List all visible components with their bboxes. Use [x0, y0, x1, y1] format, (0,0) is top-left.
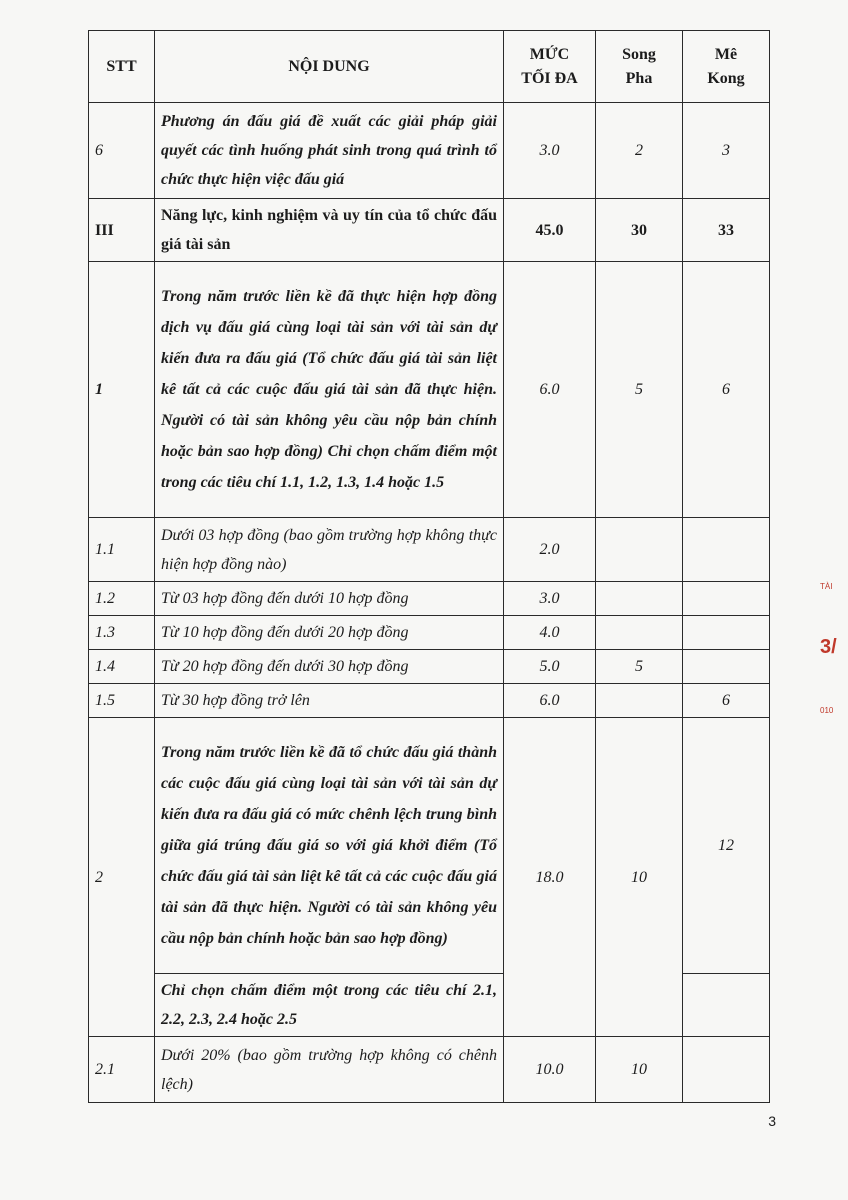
- row-max: 4.0: [504, 616, 596, 650]
- table-row: [89, 262, 770, 518]
- row-me-kong: 3: [683, 103, 770, 199]
- row-max: 10.0: [504, 1037, 596, 1103]
- stamp-text-bottom: 010: [820, 706, 834, 715]
- row-stt: 1: [89, 262, 155, 518]
- row-content: Dưới 20% (bao gồm trường hợp không có chênh lệch): [155, 1037, 504, 1103]
- row-stt: III: [89, 199, 155, 262]
- row-max: 3.0: [504, 103, 596, 199]
- row-song-pha: 10: [596, 718, 683, 1037]
- header-content: NỘI DUNG: [155, 31, 504, 103]
- page-number: 3: [768, 1113, 776, 1129]
- row-stt: 2.1: [89, 1037, 155, 1103]
- row-song-pha: [596, 616, 683, 650]
- table-row: [89, 199, 770, 262]
- row-song-pha: [596, 518, 683, 582]
- table-row: [89, 684, 770, 718]
- row-content: Trong năm trước liền kề đã tổ chức đấu giá thành các cuộc đấu giá cùng loại tài sản với tài sản dự kiến đưa ra đấu giá có mức chênh lệch trung bình giữa giá trúng đấu giá so với giá khởi điểm (Tổ chức đấu giá tài sản liệt kê tất cả các cuộc đấu giá tài sản đã thực hiện. Người có tài sản không yêu cầu nộp bản chính hoặc bản sao hợp đồng): [155, 718, 504, 974]
- row-max: 5.0: [504, 650, 596, 684]
- header-song-pha: Song Pha: [596, 31, 683, 103]
- row-me-kong: 6: [683, 684, 770, 718]
- row-me-kong: [683, 616, 770, 650]
- row-song-pha: [596, 684, 683, 718]
- row-me-kong: [683, 650, 770, 684]
- row-me-kong: [683, 582, 770, 616]
- row-content: Từ 20 hợp đồng đến dưới 30 hợp đồng: [155, 650, 504, 684]
- row-song-pha: 2: [596, 103, 683, 199]
- row-me-kong: 6: [683, 262, 770, 518]
- row-max: 3.0: [504, 582, 596, 616]
- table-row: [89, 616, 770, 650]
- row-stt: 1.4: [89, 650, 155, 684]
- row-me-kong: 33: [683, 199, 770, 262]
- row-song-pha: 30: [596, 199, 683, 262]
- row-max: 6.0: [504, 262, 596, 518]
- row-content: Từ 03 hợp đồng đến dưới 10 hợp đồng: [155, 582, 504, 616]
- stamp-text-mid: 3/: [820, 636, 837, 658]
- row-content: Trong năm trước liền kề đã thực hiện hợp đồng dịch vụ đấu giá cùng loại tài sản với tài sản dự kiến đưa ra đấu giá (Tổ chức đấu giá tài sản liệt kê tất cả các cuộc đấu giá tài sản đã thực hiện. Người có tài sản không yêu cầu nộp bản chính hoặc bản sao hợp đồng) Chỉ chọn chấm điểm một trong các tiêu chí 1.1, 1.2, 1.3, 1.4 hoặc 1.5: [155, 262, 504, 518]
- row-stt: 1.1: [89, 518, 155, 582]
- stamp-text-top: TÀI: [820, 582, 833, 591]
- row-stt: 6: [89, 103, 155, 199]
- scoring-table: [88, 30, 770, 1103]
- header-max: MỨC TỐI ĐA: [504, 31, 596, 103]
- row-content: Từ 10 hợp đồng đến dưới 20 hợp đồng: [155, 616, 504, 650]
- row-stt: 2: [89, 718, 155, 1037]
- row-stt: 1.3: [89, 616, 155, 650]
- row-me-kong: [683, 518, 770, 582]
- row-me-kong: [683, 1037, 770, 1103]
- row-me-kong-sub: [683, 974, 770, 1037]
- row-max: 2.0: [504, 518, 596, 582]
- row-content: Năng lực, kinh nghiệm và uy tín của tổ chức đấu giá tài sản: [155, 199, 504, 262]
- row-stt: 1.5: [89, 684, 155, 718]
- header-stt: STT: [89, 31, 155, 103]
- row-content: Từ 30 hợp đồng trở lên: [155, 684, 504, 718]
- row-song-pha: [596, 582, 683, 616]
- table-row: [89, 1037, 770, 1103]
- table-row: [89, 718, 770, 974]
- table-row: [89, 103, 770, 199]
- header-row: [89, 31, 770, 103]
- header-me-kong: Mê Kong: [683, 31, 770, 103]
- table-row: [89, 582, 770, 616]
- row-content: Dưới 03 hợp đồng (bao gồm trường hợp không thực hiện hợp đồng nào): [155, 518, 504, 582]
- row-stt: 1.2: [89, 582, 155, 616]
- row-max: 6.0: [504, 684, 596, 718]
- row-song-pha: 10: [596, 1037, 683, 1103]
- row-content-sub: Chỉ chọn chấm điểm một trong các tiêu chí 2.1, 2.2, 2.3, 2.4 hoặc 2.5: [155, 974, 504, 1037]
- row-max: 18.0: [504, 718, 596, 1037]
- row-me-kong: 12: [683, 718, 770, 974]
- row-song-pha: 5: [596, 262, 683, 518]
- row-song-pha: 5: [596, 650, 683, 684]
- table-row: [89, 518, 770, 582]
- table-row: [89, 650, 770, 684]
- row-content: Phương án đấu giá đề xuất các giải pháp giải quyết các tình huống phát sinh trong quá trình tổ chức thực hiện việc đấu giá: [155, 103, 504, 199]
- row-max: 45.0: [504, 199, 596, 262]
